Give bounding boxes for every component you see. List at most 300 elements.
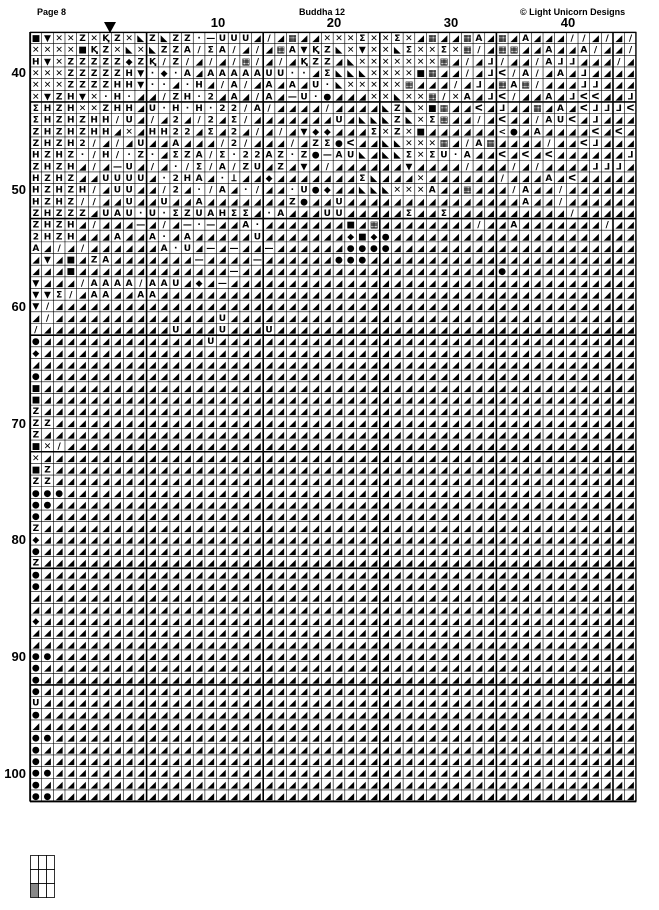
stitch-symbol: ◢ [510, 757, 517, 767]
stitch-symbol: ◢ [615, 454, 622, 464]
stitch-symbol: ◢ [301, 139, 308, 149]
stitch-symbol: ◢ [312, 535, 319, 545]
stitch-symbol: A [557, 69, 564, 79]
stitch-symbol: ◢ [79, 745, 86, 755]
stitch-symbol: ◢ [347, 570, 354, 580]
stitch-symbol: ◢ [522, 757, 529, 767]
stitch-symbol: H [114, 81, 122, 91]
stitch-symbol: ◢ [277, 710, 284, 720]
stitch-symbol: ◢ [137, 582, 144, 592]
stitch-symbol: ◢ [440, 349, 447, 359]
stitch-symbol: ◢ [172, 349, 179, 359]
stitch-symbol: ◢ [405, 407, 412, 417]
stitch-symbol: ◢ [627, 116, 634, 126]
stitch-symbol: ◢ [56, 279, 63, 289]
stitch-symbol: Ⱪ [149, 57, 157, 67]
stitch-symbol: ◢ [266, 570, 273, 580]
stitch-symbol: ◢ [464, 291, 471, 301]
stitch-symbol: ◢ [172, 582, 179, 592]
stitch-symbol: ◢ [301, 594, 308, 604]
stitch-symbol: ◢ [475, 372, 482, 382]
stitch-symbol: / [92, 139, 96, 149]
stitch-symbol: ◢ [172, 710, 179, 720]
stitch-symbol: ◢ [277, 757, 284, 767]
stitch-symbol: ◢ [347, 594, 354, 604]
stitch-symbol: ◢ [149, 92, 156, 102]
stitch-symbol: ◢ [347, 687, 354, 697]
stitch-symbol: ◢ [499, 419, 506, 429]
stitch-symbol: ◢ [254, 629, 261, 639]
stitch-symbol: U [254, 232, 261, 242]
stitch-symbol: ◢ [231, 465, 238, 475]
stitch-symbol: ◢ [184, 699, 191, 709]
stitch-symbol: ◢ [126, 500, 133, 510]
stitch-symbol: ◢ [510, 524, 517, 534]
stitch-symbol: ◢ [557, 430, 564, 440]
stitch-symbol: ◢ [196, 687, 203, 697]
stitch-symbol: U [335, 116, 342, 126]
stitch-symbol: ◢ [627, 337, 634, 347]
stitch-symbol: ◢ [487, 640, 494, 650]
stitch-symbol: / [606, 221, 610, 231]
stitch-symbol: ◢ [371, 326, 378, 336]
stitch-symbol: ◢ [440, 326, 447, 336]
stitch-symbol: ◢ [627, 349, 634, 359]
stitch-symbol: ◢ [32, 314, 39, 324]
stitch-symbol: ◢ [475, 69, 482, 79]
stitch-symbol: / [512, 69, 516, 79]
stitch-symbol: ◢ [91, 232, 98, 242]
stitch-symbol: ◢ [382, 629, 389, 639]
stitch-symbol: Z [312, 57, 319, 67]
stitch-symbol: ◢ [32, 256, 39, 266]
stitch-symbol: ✕ [394, 81, 402, 91]
stitch-symbol: ◢ [149, 745, 156, 755]
stitch-symbol: ◢ [231, 314, 238, 324]
stitch-symbol: ◢ [67, 722, 74, 732]
stitch-symbol: / [244, 104, 248, 114]
stitch-symbol: ◢ [382, 454, 389, 464]
stitch-symbol: ◢ [429, 664, 436, 674]
stitch-symbol: ◢ [487, 372, 494, 382]
stitch-symbol: ◢ [79, 384, 86, 394]
stitch-symbol: / [326, 162, 330, 172]
stitch-symbol: ◢ [266, 384, 273, 394]
stitch-symbol: ◢ [254, 372, 261, 382]
stitch-symbol: ◢ [137, 559, 144, 569]
stitch-symbol: ◢ [336, 162, 343, 172]
stitch-symbol: ◢ [266, 617, 273, 627]
stitch-symbol: ◢ [499, 337, 506, 347]
stitch-symbol: ◢ [312, 757, 319, 767]
stitch-symbol: ◢ [452, 197, 459, 207]
stitch-symbol: ◢ [79, 617, 86, 627]
stitch-symbol: ◢ [382, 535, 389, 545]
stitch-symbol: ◢ [429, 302, 436, 312]
stitch-symbol: ✕ [405, 34, 413, 44]
stitch-symbol: ◢ [510, 279, 517, 289]
stitch-symbol: ◢ [627, 139, 634, 149]
stitch-symbol: ◢ [580, 477, 587, 487]
stitch-symbol: ◢ [172, 477, 179, 487]
stitch-symbol: ◢ [149, 489, 156, 499]
stitch-symbol: — [206, 221, 215, 231]
stitch-symbol: ◢ [452, 162, 459, 172]
stitch-symbol: ◢ [336, 675, 343, 685]
stitch-symbol: ◢ [627, 232, 634, 242]
stitch-symbol: ◢ [56, 361, 63, 371]
stitch-symbol: ◢ [440, 535, 447, 545]
stitch-symbol: ◢ [219, 664, 226, 674]
stitch-symbol: ◢ [149, 454, 156, 464]
stitch-symbol: ◢ [114, 524, 121, 534]
stitch-symbol: ◢ [149, 617, 156, 627]
stitch-symbol: ◢ [254, 174, 261, 184]
stitch-symbol: ◢ [277, 174, 284, 184]
stitch-symbol: ▦ [428, 92, 437, 102]
stitch-symbol: ◢ [347, 734, 354, 744]
stitch-symbol: ◢ [336, 699, 343, 709]
stitch-symbol: ◢ [405, 291, 412, 301]
stitch-symbol: ◢ [534, 430, 541, 440]
stitch-symbol: ◢ [580, 302, 587, 312]
stitch-symbol: ◢ [149, 687, 156, 697]
stitch-symbol: ▦ [276, 46, 285, 56]
stitch-symbol: ◢ [382, 734, 389, 744]
stitch-symbol: ◢ [207, 640, 214, 650]
stitch-symbol: ◢ [231, 442, 238, 452]
stitch-symbol: ◢ [161, 664, 168, 674]
stitch-symbol: ◢ [277, 535, 284, 545]
stitch-symbol: ◢ [44, 361, 51, 371]
stitch-symbol: ◢ [534, 687, 541, 697]
stitch-symbol: ◢ [592, 442, 599, 452]
stitch-symbol: ◢ [615, 722, 622, 732]
stitch-symbol: ◢ [557, 535, 564, 545]
stitch-symbol: ◆ [324, 127, 331, 137]
stitch-symbol: ◢ [67, 605, 74, 615]
stitch-symbol: — [323, 151, 332, 161]
stitch-symbol: ◢ [429, 430, 436, 440]
stitch-symbol: ▦ [463, 34, 472, 44]
stitch-symbol: ◢ [207, 407, 214, 417]
stitch-symbol: ◢ [627, 780, 634, 790]
stitch-symbol: ◢ [604, 116, 611, 126]
stitch-symbol: ◢ [172, 361, 179, 371]
stitch-symbol: ◢ [452, 232, 459, 242]
stitch-symbol: ◢ [184, 430, 191, 440]
stitch-symbol: / [267, 34, 271, 44]
stitch-symbol: ◢ [231, 687, 238, 697]
stitch-symbol: 2 [208, 116, 214, 126]
stitch-symbol: ◢ [114, 652, 121, 662]
stitch-symbol: ◢ [627, 465, 634, 475]
stitch-symbol: ◢ [336, 745, 343, 755]
stitch-symbol: ◣ [336, 81, 343, 91]
stitch-symbol: ◢ [499, 162, 506, 172]
stitch-symbol: ◢ [580, 384, 587, 394]
stitch-symbol: ◢ [499, 780, 506, 790]
stitch-symbol: / [477, 221, 481, 231]
stitch-symbol: ◢ [359, 594, 366, 604]
stitch-symbol: ◢ [592, 547, 599, 557]
stitch-symbol: ◢ [487, 594, 494, 604]
stitch-symbol: ◢ [266, 337, 273, 347]
stitch-symbol: ◢ [126, 594, 133, 604]
stitch-symbol: Z [301, 151, 308, 161]
stitch-symbol: ◢ [452, 139, 459, 149]
stitch-symbol: ◢ [137, 419, 144, 429]
stitch-symbol: ◢ [44, 244, 51, 254]
stitch-symbol: / [162, 186, 166, 196]
stitch-symbol: ◢ [499, 722, 506, 732]
stitch-symbol: / [326, 104, 330, 114]
stitch-symbol: ◢ [196, 454, 203, 464]
stitch-symbol: ◢ [266, 127, 273, 137]
stitch-symbol: ◢ [557, 326, 564, 336]
stitch-symbol: ◢ [557, 594, 564, 604]
stitch-symbol: ▦ [440, 116, 449, 126]
stitch-symbol: ◢ [172, 769, 179, 779]
stitch-symbol: ◢ [487, 535, 494, 545]
stitch-symbol: ◢ [382, 279, 389, 289]
stitch-symbol: ◢ [545, 326, 552, 336]
stitch-symbol: ◢ [382, 465, 389, 475]
stitch-symbol: ◢ [161, 710, 168, 720]
stitch-symbol: ◢ [242, 337, 249, 347]
stitch-symbol: ◢ [137, 384, 144, 394]
stitch-symbol: ◢ [336, 395, 343, 405]
stitch-symbol: ◢ [359, 734, 366, 744]
stitch-symbol: ◢ [475, 605, 482, 615]
stitch-symbol: ◢ [557, 372, 564, 382]
stitch-symbol: ◢ [67, 640, 74, 650]
stitch-symbol: H [55, 174, 63, 184]
stitch-symbol: ◢ [102, 395, 109, 405]
stitch-symbol: ◢ [184, 302, 191, 312]
stitch-symbol: ◢ [336, 442, 343, 452]
stitch-symbol: ◢ [487, 256, 494, 266]
stitch-symbol: ◢ [254, 349, 261, 359]
stitch-symbol: ◢ [324, 757, 331, 767]
stitch-symbol: ◢ [102, 687, 109, 697]
stitch-symbol: ◢ [417, 384, 424, 394]
stitch-symbol: ◢ [277, 221, 284, 231]
stitch-symbol: ◢ [289, 162, 296, 172]
stitch-symbol: ◢ [289, 745, 296, 755]
stitch-symbol: ◢ [487, 349, 494, 359]
stitch-symbol: ◢ [604, 675, 611, 685]
stitch-symbol: / [617, 57, 621, 67]
stitch-symbol: ◢ [301, 734, 308, 744]
stitch-symbol: ◢ [499, 687, 506, 697]
stitch-symbol: ◢ [161, 687, 168, 697]
stitch-symbol: ◢ [114, 722, 121, 732]
stitch-symbol: ◢ [266, 454, 273, 464]
stitch-symbol: ◢ [172, 314, 179, 324]
stitch-symbol: ◢ [429, 221, 436, 231]
stitch-symbol: ◢ [161, 139, 168, 149]
stitch-symbol: ◢ [126, 326, 133, 336]
stitch-symbol: / [512, 92, 516, 102]
stitch-symbol: ◢ [114, 535, 121, 545]
stitch-symbol: ◢ [440, 734, 447, 744]
stitch-symbol: ◢ [301, 745, 308, 755]
stitch-symbol: ◢ [382, 640, 389, 650]
stitch-symbol: ◢ [126, 535, 133, 545]
stitch-symbol: ◢ [102, 442, 109, 452]
stitch-symbol: ◢ [149, 361, 156, 371]
stitch-symbol: ◢ [231, 372, 238, 382]
stitch-symbol: ◢ [499, 477, 506, 487]
stitch-symbol: · [232, 151, 235, 161]
stitch-symbol: ◢ [324, 535, 331, 545]
stitch-symbol: ◢ [417, 617, 424, 627]
stitch-symbol: — [288, 92, 297, 102]
stitch-symbol: ◢ [604, 361, 611, 371]
stitch-symbol: ◢ [627, 594, 634, 604]
stitch-symbol: ◢ [464, 605, 471, 615]
stitch-symbol: ◢ [522, 279, 529, 289]
stitch-symbol: ◢ [604, 46, 611, 56]
stitch-symbol: ᐸ [615, 127, 623, 137]
stitch-symbol: ◣ [336, 69, 343, 79]
stitch-symbol: ◢ [615, 337, 622, 347]
stitch-symbol: ◢ [452, 710, 459, 720]
stitch-symbol: ◢ [242, 46, 249, 56]
stitch-symbol: ◢ [615, 582, 622, 592]
stitch-symbol: ◢ [452, 430, 459, 440]
stitch-symbol: ◢ [557, 477, 564, 487]
stitch-symbol: / [501, 174, 505, 184]
stitch-symbol: ◢ [149, 326, 156, 336]
stitch-symbol: ◢ [301, 757, 308, 767]
stitch-symbol: ◢ [289, 442, 296, 452]
stitch-symbol: ◢ [429, 477, 436, 487]
stitch-symbol: ◢ [277, 664, 284, 674]
stitch-symbol: ◢ [394, 442, 401, 452]
stitch-symbol: ◢ [405, 477, 412, 487]
stitch-symbol: ◢ [161, 314, 168, 324]
stitch-symbol: ◢ [219, 629, 226, 639]
stitch-symbol: ◢ [371, 769, 378, 779]
stitch-symbol: ◢ [149, 256, 156, 266]
stitch-symbol: ◢ [580, 337, 587, 347]
stitch-symbol: ◢ [440, 337, 447, 347]
stitch-symbol: ◢ [405, 197, 412, 207]
stitch-symbol: ◢ [56, 267, 63, 277]
stitch-symbol: ◢ [56, 710, 63, 720]
stitch-symbol: ◢ [126, 722, 133, 732]
stitch-symbol: ◢ [67, 349, 74, 359]
stitch-symbol: ◢ [475, 326, 482, 336]
stitch-symbol: < [498, 127, 506, 137]
stitch-symbol: ⅃ [488, 57, 494, 67]
stitch-symbol: ◢ [440, 722, 447, 732]
stitch-symbol: ✕ [417, 174, 425, 184]
stitch-symbol: ◢ [440, 454, 447, 464]
stitch-symbol: ◢ [522, 174, 529, 184]
stitch-symbol: ◢ [91, 594, 98, 604]
stitch-symbol: ◢ [207, 139, 214, 149]
stitch-symbol: · [454, 151, 457, 161]
stitch-symbol: ◢ [126, 757, 133, 767]
stitch-symbol: ◢ [534, 594, 541, 604]
stitch-symbol: ◢ [557, 139, 564, 149]
stitch-symbol: ◢ [475, 337, 482, 347]
stitch-symbol: ◢ [277, 489, 284, 499]
stitch-symbol: ◢ [522, 710, 529, 720]
stitch-symbol: ◢ [196, 384, 203, 394]
stitch-symbol: ◣ [394, 151, 401, 161]
stitch-symbol: ◢ [545, 34, 552, 44]
stitch-symbol: ◢ [324, 256, 331, 266]
stitch-symbol: · [151, 69, 154, 79]
stitch-symbol: ◢ [569, 465, 576, 475]
stitch-symbol: ◢ [102, 745, 109, 755]
stitch-symbol: ◢ [184, 535, 191, 545]
stitch-symbol: ▼ [44, 57, 51, 67]
stitch-symbol: U [277, 69, 284, 79]
stitch-symbol: ◢ [56, 780, 63, 790]
stitch-symbol: H [44, 116, 52, 126]
stitch-symbol: ◢ [324, 769, 331, 779]
stitch-symbol: ◢ [557, 454, 564, 464]
stitch-symbol: ◢ [522, 349, 529, 359]
stitch-symbol: ◢ [615, 361, 622, 371]
stitch-symbol: ◢ [394, 209, 401, 219]
stitch-symbol: ✕ [452, 46, 460, 56]
stitch-symbol: ◢ [137, 769, 144, 779]
stitch-symbol: ◢ [487, 361, 494, 371]
stitch-symbol: ◢ [301, 395, 308, 405]
stitch-symbol: / [46, 302, 50, 312]
stitch-symbol: ◢ [242, 256, 249, 266]
stitch-symbol: ◢ [161, 675, 168, 685]
stitch-symbol: ◢ [347, 291, 354, 301]
stitch-symbol: ◢ [545, 279, 552, 289]
stitch-symbol: ◢ [44, 547, 51, 557]
stitch-symbol: ◢ [242, 710, 249, 720]
stitch-symbol: Z [79, 209, 86, 219]
stitch-symbol: ◢ [102, 314, 109, 324]
stitch-symbol: ◢ [405, 652, 412, 662]
stitch-symbol: ◢ [242, 279, 249, 289]
stitch-symbol: ◢ [126, 477, 133, 487]
stitch-symbol: ◢ [324, 734, 331, 744]
stitch-symbol: ◢ [266, 640, 273, 650]
stitch-symbol: ◢ [301, 465, 308, 475]
stitch-symbol: ◢ [592, 745, 599, 755]
stitch-symbol: ◢ [312, 465, 319, 475]
stitch-symbol: ◢ [172, 372, 179, 382]
stitch-symbol: ◢ [371, 617, 378, 627]
stitch-symbol: ◢ [534, 407, 541, 417]
stitch-symbol: ◢ [487, 629, 494, 639]
stitch-symbol: · [291, 151, 294, 161]
stitch-symbol: ◢ [219, 617, 226, 627]
stitch-symbol: ◢ [557, 151, 564, 161]
stitch-symbol: ● [32, 652, 40, 662]
stitch-symbol: ◢ [545, 757, 552, 767]
stitch-symbol: ◢ [161, 116, 168, 126]
stitch-symbol: ◢ [475, 500, 482, 510]
stitch-symbol: ◢ [592, 34, 599, 44]
stitch-symbol: ◢ [102, 594, 109, 604]
stitch-symbol: ◢ [324, 407, 331, 417]
stitch-symbol: ● [510, 127, 518, 137]
stitch-symbol: ◢ [604, 442, 611, 452]
